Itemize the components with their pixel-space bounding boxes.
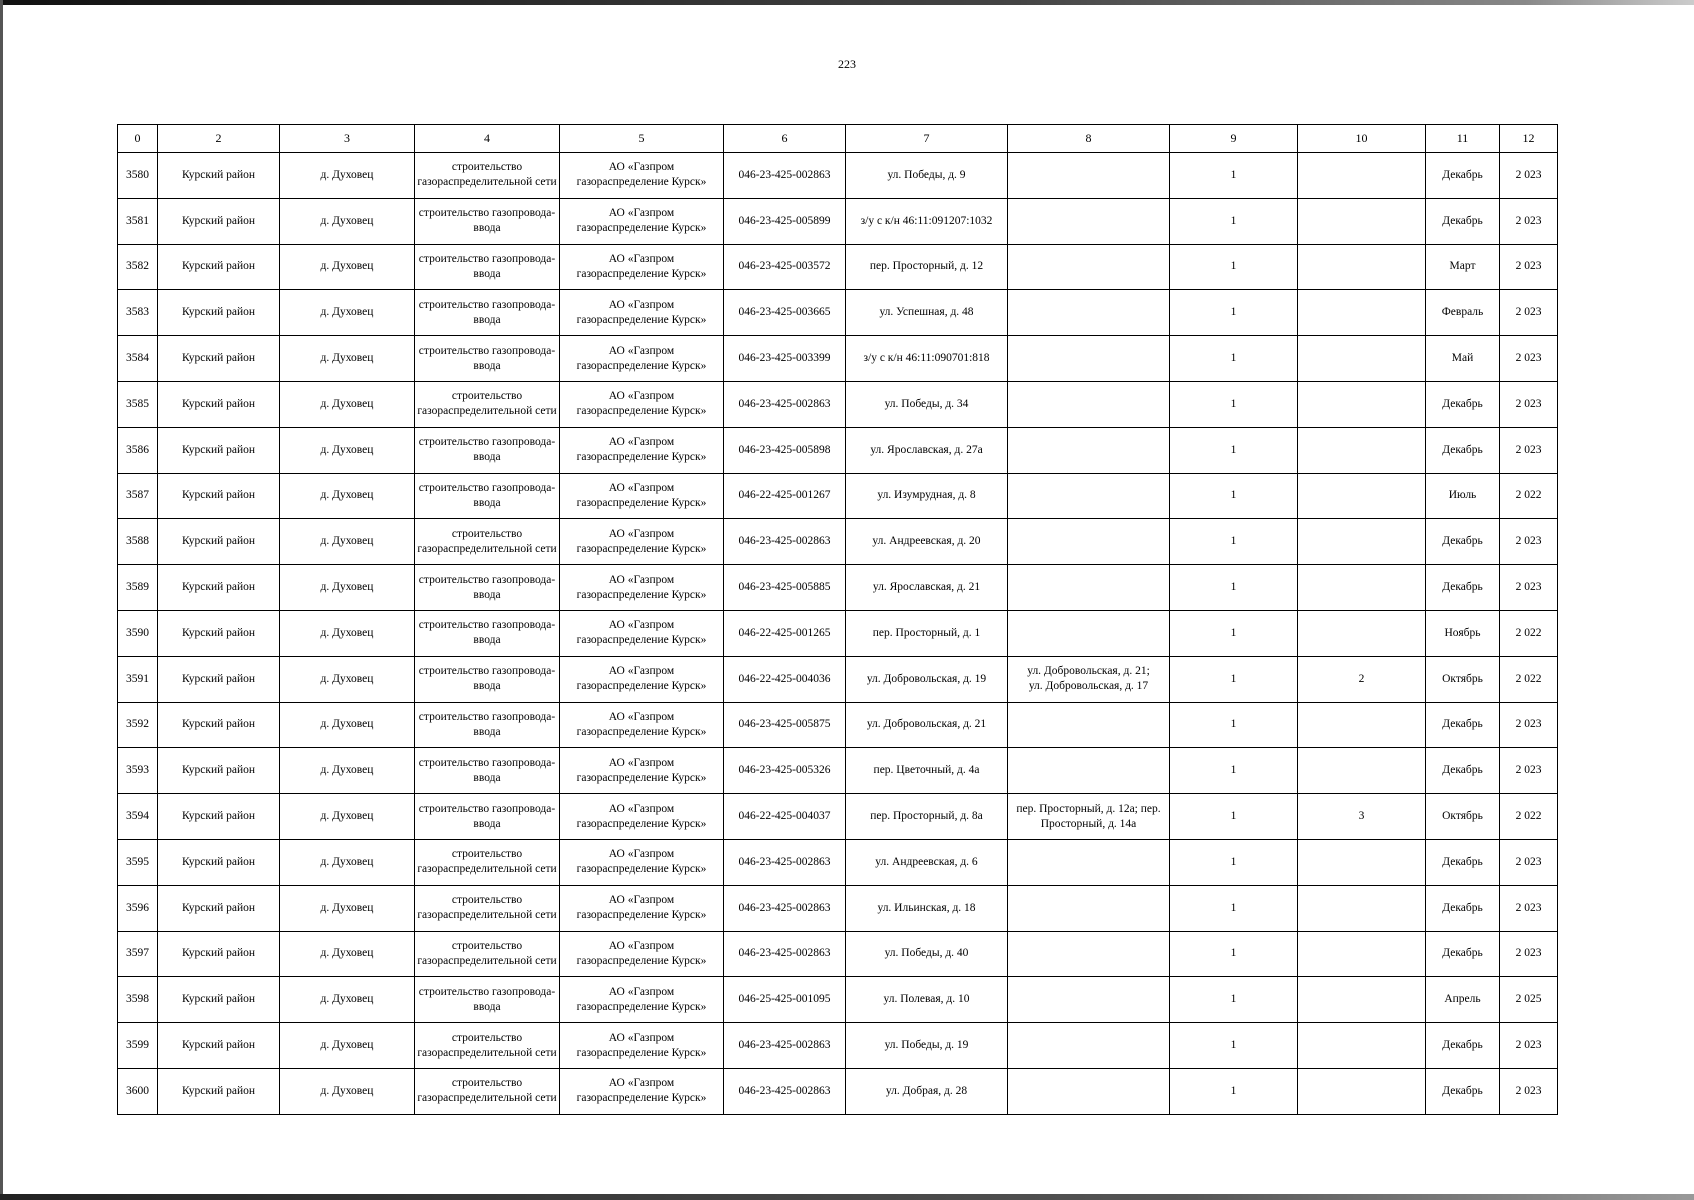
address-cell: ул. Победы, д. 9 (846, 153, 1008, 199)
registry-code-cell: 046-23-425-002863 (724, 839, 846, 885)
month-cell: Декабрь (1426, 1023, 1500, 1069)
table-row (118, 381, 1558, 427)
additional-address-cell (1008, 839, 1170, 885)
additional-address-cell (1008, 519, 1170, 565)
address-cell: ул. Ярославская, д. 21 (846, 565, 1008, 611)
table-row (118, 931, 1558, 977)
additional-address-cell (1008, 290, 1170, 336)
column-header: 7 (846, 125, 1008, 153)
district-cell: Курский район (158, 794, 280, 840)
work-type-cell: строительство газопровода-ввода (415, 473, 560, 519)
row-number-cell: 3596 (118, 885, 158, 931)
row-number-cell: 3594 (118, 794, 158, 840)
month-cell: Июль (1426, 473, 1500, 519)
table-row (118, 244, 1558, 290)
month-cell: Декабрь (1426, 885, 1500, 931)
district-cell: Курский район (158, 519, 280, 565)
organization-cell: АО «Газпром газораспределение Курск» (560, 198, 724, 244)
additional-address-cell: ул. Добровольская, д. 21; ул. Добровольская, д. 17 (1008, 656, 1170, 702)
year-cell: 2 022 (1500, 473, 1558, 519)
district-cell: Курский район (158, 565, 280, 611)
row-number-cell: 3588 (118, 519, 158, 565)
additional-quantity-cell (1298, 839, 1426, 885)
work-type-cell: строительство газораспределительной сети (415, 931, 560, 977)
year-cell: 2 023 (1500, 702, 1558, 748)
month-cell: Февраль (1426, 290, 1500, 336)
district-cell: Курский район (158, 885, 280, 931)
month-cell: Декабрь (1426, 198, 1500, 244)
registry-code-cell: 046-23-425-003572 (724, 244, 846, 290)
additional-quantity-cell (1298, 427, 1426, 473)
work-type-cell: строительство газопровода-ввода (415, 794, 560, 840)
work-type-cell: строительство газораспределительной сети (415, 1023, 560, 1069)
work-type-cell: строительство газораспределительной сети (415, 839, 560, 885)
additional-quantity-cell (1298, 1068, 1426, 1114)
month-cell: Апрель (1426, 977, 1500, 1023)
organization-cell: АО «Газпром газораспределение Курск» (560, 244, 724, 290)
additional-address-cell (1008, 244, 1170, 290)
registry-code-cell: 046-23-425-002863 (724, 381, 846, 427)
column-header: 5 (560, 125, 724, 153)
district-cell: Курский район (158, 290, 280, 336)
registry-code-cell: 046-22-425-001265 (724, 610, 846, 656)
locality-cell: д. Духовец (280, 153, 415, 199)
registry-code-cell: 046-22-425-004036 (724, 656, 846, 702)
organization-cell: АО «Газпром газораспределение Курск» (560, 1023, 724, 1069)
year-cell: 2 022 (1500, 656, 1558, 702)
organization-cell: АО «Газпром газораспределение Курск» (560, 153, 724, 199)
organization-cell: АО «Газпром газораспределение Курск» (560, 381, 724, 427)
address-cell: ул. Андреевская, д. 6 (846, 839, 1008, 885)
quantity-cell: 1 (1170, 198, 1298, 244)
work-type-cell: строительство газопровода-ввода (415, 565, 560, 611)
table-row (118, 839, 1558, 885)
row-number-cell: 3595 (118, 839, 158, 885)
organization-cell: АО «Газпром газораспределение Курск» (560, 519, 724, 565)
table-body (118, 153, 1558, 1115)
district-cell: Курский район (158, 1023, 280, 1069)
additional-quantity-cell (1298, 153, 1426, 199)
quantity-cell: 1 (1170, 656, 1298, 702)
row-number-cell: 3590 (118, 610, 158, 656)
locality-cell: д. Духовец (280, 977, 415, 1023)
month-cell: Декабрь (1426, 748, 1500, 794)
quantity-cell: 1 (1170, 473, 1298, 519)
table-row (118, 198, 1558, 244)
address-cell: пер. Просторный, д. 12 (846, 244, 1008, 290)
additional-address-cell (1008, 748, 1170, 794)
month-cell: Март (1426, 244, 1500, 290)
locality-cell: д. Духовец (280, 381, 415, 427)
row-number-cell: 3586 (118, 427, 158, 473)
organization-cell: АО «Газпром газораспределение Курск» (560, 748, 724, 794)
additional-quantity-cell: 3 (1298, 794, 1426, 840)
quantity-cell: 1 (1170, 427, 1298, 473)
district-cell: Курский район (158, 244, 280, 290)
additional-quantity-cell (1298, 336, 1426, 382)
additional-quantity-cell (1298, 565, 1426, 611)
column-header: 3 (280, 125, 415, 153)
work-type-cell: строительство газораспределительной сети (415, 381, 560, 427)
row-number-cell: 3597 (118, 931, 158, 977)
organization-cell: АО «Газпром газораспределение Курск» (560, 839, 724, 885)
year-cell: 2 023 (1500, 1068, 1558, 1114)
row-number-cell: 3584 (118, 336, 158, 382)
additional-address-cell (1008, 1068, 1170, 1114)
table-row (118, 610, 1558, 656)
work-type-cell: строительство газораспределительной сети (415, 519, 560, 565)
address-cell: ул. Ильинская, д. 18 (846, 885, 1008, 931)
quantity-cell: 1 (1170, 748, 1298, 794)
work-type-cell: строительство газопровода-ввода (415, 610, 560, 656)
work-type-cell: строительство газопровода-ввода (415, 427, 560, 473)
quantity-cell: 1 (1170, 931, 1298, 977)
additional-address-cell (1008, 885, 1170, 931)
additional-quantity-cell (1298, 519, 1426, 565)
work-type-cell: строительство газопровода-ввода (415, 244, 560, 290)
table-row (118, 153, 1558, 199)
address-cell: ул. Изумрудная, д. 8 (846, 473, 1008, 519)
additional-address-cell (1008, 336, 1170, 382)
additional-quantity-cell (1298, 748, 1426, 794)
table-row (118, 290, 1558, 336)
table-row (118, 977, 1558, 1023)
district-cell: Курский район (158, 610, 280, 656)
additional-quantity-cell (1298, 381, 1426, 427)
additional-quantity-cell: 2 (1298, 656, 1426, 702)
district-cell: Курский район (158, 427, 280, 473)
additional-address-cell (1008, 153, 1170, 199)
organization-cell: АО «Газпром газораспределение Курск» (560, 656, 724, 702)
address-cell: з/у с к/н 46:11:090701:818 (846, 336, 1008, 382)
quantity-cell: 1 (1170, 153, 1298, 199)
row-number-cell: 3599 (118, 1023, 158, 1069)
registry-table (117, 124, 1558, 1115)
column-header: 9 (1170, 125, 1298, 153)
registry-code-cell: 046-23-425-005885 (724, 565, 846, 611)
row-number-cell: 3582 (118, 244, 158, 290)
locality-cell: д. Духовец (280, 198, 415, 244)
additional-address-cell (1008, 1023, 1170, 1069)
year-cell: 2 023 (1500, 153, 1558, 199)
work-type-cell: строительство газораспределительной сети (415, 885, 560, 931)
quantity-cell: 1 (1170, 244, 1298, 290)
work-type-cell: строительство газопровода-ввода (415, 977, 560, 1023)
quantity-cell: 1 (1170, 336, 1298, 382)
month-cell: Декабрь (1426, 427, 1500, 473)
quantity-cell: 1 (1170, 290, 1298, 336)
registry-code-cell: 046-23-425-005326 (724, 748, 846, 794)
locality-cell: д. Духовец (280, 1068, 415, 1114)
work-type-cell: строительство газопровода-ввода (415, 198, 560, 244)
year-cell: 2 023 (1500, 519, 1558, 565)
month-cell: Ноябрь (1426, 610, 1500, 656)
locality-cell: д. Духовец (280, 748, 415, 794)
registry-code-cell: 046-22-425-004037 (724, 794, 846, 840)
year-cell: 2 023 (1500, 1023, 1558, 1069)
organization-cell: АО «Газпром газораспределение Курск» (560, 565, 724, 611)
column-header: 8 (1008, 125, 1170, 153)
address-cell: ул. Добрая, д. 28 (846, 1068, 1008, 1114)
district-cell: Курский район (158, 702, 280, 748)
organization-cell: АО «Газпром газораспределение Курск» (560, 1068, 724, 1114)
locality-cell: д. Духовец (280, 656, 415, 702)
table-row (118, 1023, 1558, 1069)
work-type-cell: строительство газопровода-ввода (415, 702, 560, 748)
quantity-cell: 1 (1170, 977, 1298, 1023)
district-cell: Курский район (158, 839, 280, 885)
row-number-cell: 3581 (118, 198, 158, 244)
row-number-cell: 3600 (118, 1068, 158, 1114)
address-cell: пер. Просторный, д. 1 (846, 610, 1008, 656)
address-cell: пер. Просторный, д. 8а (846, 794, 1008, 840)
locality-cell: д. Духовец (280, 839, 415, 885)
district-cell: Курский район (158, 656, 280, 702)
district-cell: Курский район (158, 198, 280, 244)
table-row (118, 885, 1558, 931)
additional-quantity-cell (1298, 1023, 1426, 1069)
column-header: 2 (158, 125, 280, 153)
year-cell: 2 023 (1500, 885, 1558, 931)
organization-cell: АО «Газпром газораспределение Курск» (560, 885, 724, 931)
scan-edge-bottom (0, 1194, 1694, 1200)
month-cell: Декабрь (1426, 702, 1500, 748)
address-cell: ул. Добровольская, д. 21 (846, 702, 1008, 748)
additional-address-cell (1008, 381, 1170, 427)
quantity-cell: 1 (1170, 381, 1298, 427)
quantity-cell: 1 (1170, 565, 1298, 611)
address-cell: ул. Ярославская, д. 27а (846, 427, 1008, 473)
additional-address-cell (1008, 610, 1170, 656)
locality-cell: д. Духовец (280, 244, 415, 290)
additional-address-cell (1008, 198, 1170, 244)
registry-code-cell: 046-23-425-002863 (724, 931, 846, 977)
quantity-cell: 1 (1170, 519, 1298, 565)
registry-code-cell: 046-23-425-002863 (724, 885, 846, 931)
work-type-cell: строительство газопровода-ввода (415, 336, 560, 382)
table-row (118, 794, 1558, 840)
district-cell: Курский район (158, 381, 280, 427)
additional-quantity-cell (1298, 885, 1426, 931)
column-header: 6 (724, 125, 846, 153)
registry-code-cell: 046-23-425-005875 (724, 702, 846, 748)
quantity-cell: 1 (1170, 794, 1298, 840)
month-cell: Май (1426, 336, 1500, 382)
district-cell: Курский район (158, 977, 280, 1023)
month-cell: Октябрь (1426, 656, 1500, 702)
additional-quantity-cell (1298, 473, 1426, 519)
address-cell: пер. Цветочный, д. 4а (846, 748, 1008, 794)
year-cell: 2 022 (1500, 610, 1558, 656)
year-cell: 2 023 (1500, 244, 1558, 290)
month-cell: Декабрь (1426, 931, 1500, 977)
address-cell: ул. Добровольская, д. 19 (846, 656, 1008, 702)
address-cell: з/у с к/н 46:11:091207:1032 (846, 198, 1008, 244)
address-cell: ул. Успешная, д. 48 (846, 290, 1008, 336)
district-cell: Курский район (158, 473, 280, 519)
month-cell: Октябрь (1426, 794, 1500, 840)
additional-address-cell: пер. Просторный, д. 12а; пер. Просторный, д. 14а (1008, 794, 1170, 840)
organization-cell: АО «Газпром газораспределение Курск» (560, 473, 724, 519)
district-cell: Курский район (158, 336, 280, 382)
additional-quantity-cell (1298, 931, 1426, 977)
quantity-cell: 1 (1170, 1023, 1298, 1069)
column-header: 10 (1298, 125, 1426, 153)
row-number-cell: 3592 (118, 702, 158, 748)
additional-quantity-cell (1298, 610, 1426, 656)
year-cell: 2 023 (1500, 381, 1558, 427)
row-number-cell: 3593 (118, 748, 158, 794)
table-row (118, 336, 1558, 382)
organization-cell: АО «Газпром газораспределение Курск» (560, 931, 724, 977)
scan-edge-top (0, 0, 1694, 5)
row-number-cell: 3580 (118, 153, 158, 199)
table-row (118, 656, 1558, 702)
month-cell: Декабрь (1426, 519, 1500, 565)
additional-address-cell (1008, 565, 1170, 611)
year-cell: 2 022 (1500, 794, 1558, 840)
organization-cell: АО «Газпром газораспределение Курск» (560, 427, 724, 473)
locality-cell: д. Духовец (280, 565, 415, 611)
quantity-cell: 1 (1170, 885, 1298, 931)
additional-address-cell (1008, 931, 1170, 977)
address-cell: ул. Победы, д. 40 (846, 931, 1008, 977)
locality-cell: д. Духовец (280, 702, 415, 748)
row-number-cell: 3591 (118, 656, 158, 702)
registry-code-cell: 046-23-425-002863 (724, 153, 846, 199)
additional-address-cell (1008, 702, 1170, 748)
registry-code-cell: 046-23-425-005898 (724, 427, 846, 473)
locality-cell: д. Духовец (280, 610, 415, 656)
registry-code-cell: 046-23-425-002863 (724, 1023, 846, 1069)
address-cell: ул. Полевая, д. 10 (846, 977, 1008, 1023)
registry-code-cell: 046-23-425-005899 (724, 198, 846, 244)
year-cell: 2 023 (1500, 931, 1558, 977)
locality-cell: д. Духовец (280, 290, 415, 336)
additional-address-cell (1008, 977, 1170, 1023)
organization-cell: АО «Газпром газораспределение Курск» (560, 794, 724, 840)
table-row (118, 748, 1558, 794)
work-type-cell: строительство газораспределительной сети (415, 1068, 560, 1114)
column-header: 11 (1426, 125, 1500, 153)
district-cell: Курский район (158, 1068, 280, 1114)
table-row (118, 702, 1558, 748)
table-row (118, 565, 1558, 611)
month-cell: Декабрь (1426, 1068, 1500, 1114)
additional-quantity-cell (1298, 977, 1426, 1023)
district-cell: Курский район (158, 931, 280, 977)
registry-code-cell: 046-23-425-002863 (724, 519, 846, 565)
registry-code-cell: 046-23-425-002863 (724, 1068, 846, 1114)
quantity-cell: 1 (1170, 1068, 1298, 1114)
additional-quantity-cell (1298, 244, 1426, 290)
work-type-cell: строительство газопровода-ввода (415, 656, 560, 702)
scan-edge-left (0, 0, 3, 1200)
quantity-cell: 1 (1170, 702, 1298, 748)
year-cell: 2 025 (1500, 977, 1558, 1023)
additional-quantity-cell (1298, 198, 1426, 244)
locality-cell: д. Духовец (280, 885, 415, 931)
year-cell: 2 023 (1500, 290, 1558, 336)
year-cell: 2 023 (1500, 427, 1558, 473)
organization-cell: АО «Газпром газораспределение Курск» (560, 702, 724, 748)
table-row (118, 427, 1558, 473)
column-header: 12 (1500, 125, 1558, 153)
month-cell: Декабрь (1426, 153, 1500, 199)
registry-code-cell: 046-25-425-001095 (724, 977, 846, 1023)
address-cell: ул. Победы, д. 34 (846, 381, 1008, 427)
locality-cell: д. Духовец (280, 794, 415, 840)
table-row (118, 1068, 1558, 1114)
district-cell: Курский район (158, 748, 280, 794)
page-number: 223 (838, 57, 856, 71)
month-cell: Декабрь (1426, 381, 1500, 427)
row-number-cell: 3598 (118, 977, 158, 1023)
additional-quantity-cell (1298, 290, 1426, 336)
additional-address-cell (1008, 473, 1170, 519)
month-cell: Декабрь (1426, 565, 1500, 611)
quantity-cell: 1 (1170, 610, 1298, 656)
organization-cell: АО «Газпром газораспределение Курск» (560, 610, 724, 656)
locality-cell: д. Духовец (280, 1023, 415, 1069)
locality-cell: д. Духовец (280, 931, 415, 977)
column-header: 4 (415, 125, 560, 153)
year-cell: 2 023 (1500, 839, 1558, 885)
column-header: 0 (118, 125, 158, 153)
district-cell: Курский район (158, 153, 280, 199)
table-row (118, 519, 1558, 565)
year-cell: 2 023 (1500, 748, 1558, 794)
locality-cell: д. Духовец (280, 427, 415, 473)
organization-cell: АО «Газпром газораспределение Курск» (560, 977, 724, 1023)
address-cell: ул. Андреевская, д. 20 (846, 519, 1008, 565)
year-cell: 2 023 (1500, 336, 1558, 382)
address-cell: ул. Победы, д. 19 (846, 1023, 1008, 1069)
work-type-cell: строительство газопровода-ввода (415, 290, 560, 336)
header-row (118, 125, 1558, 153)
registry-code-cell: 046-23-425-003665 (724, 290, 846, 336)
registry-code-cell: 046-23-425-003399 (724, 336, 846, 382)
quantity-cell: 1 (1170, 839, 1298, 885)
year-cell: 2 023 (1500, 565, 1558, 611)
table-row (118, 473, 1558, 519)
organization-cell: АО «Газпром газораспределение Курск» (560, 290, 724, 336)
additional-quantity-cell (1298, 702, 1426, 748)
row-number-cell: 3585 (118, 381, 158, 427)
row-number-cell: 3589 (118, 565, 158, 611)
additional-address-cell (1008, 427, 1170, 473)
locality-cell: д. Духовец (280, 519, 415, 565)
year-cell: 2 023 (1500, 198, 1558, 244)
row-number-cell: 3583 (118, 290, 158, 336)
row-number-cell: 3587 (118, 473, 158, 519)
month-cell: Декабрь (1426, 839, 1500, 885)
registry-code-cell: 046-22-425-001267 (724, 473, 846, 519)
organization-cell: АО «Газпром газораспределение Курск» (560, 336, 724, 382)
locality-cell: д. Духовец (280, 336, 415, 382)
locality-cell: д. Духовец (280, 473, 415, 519)
work-type-cell: строительство газопровода-ввода (415, 748, 560, 794)
work-type-cell: строительство газораспределительной сети (415, 153, 560, 199)
